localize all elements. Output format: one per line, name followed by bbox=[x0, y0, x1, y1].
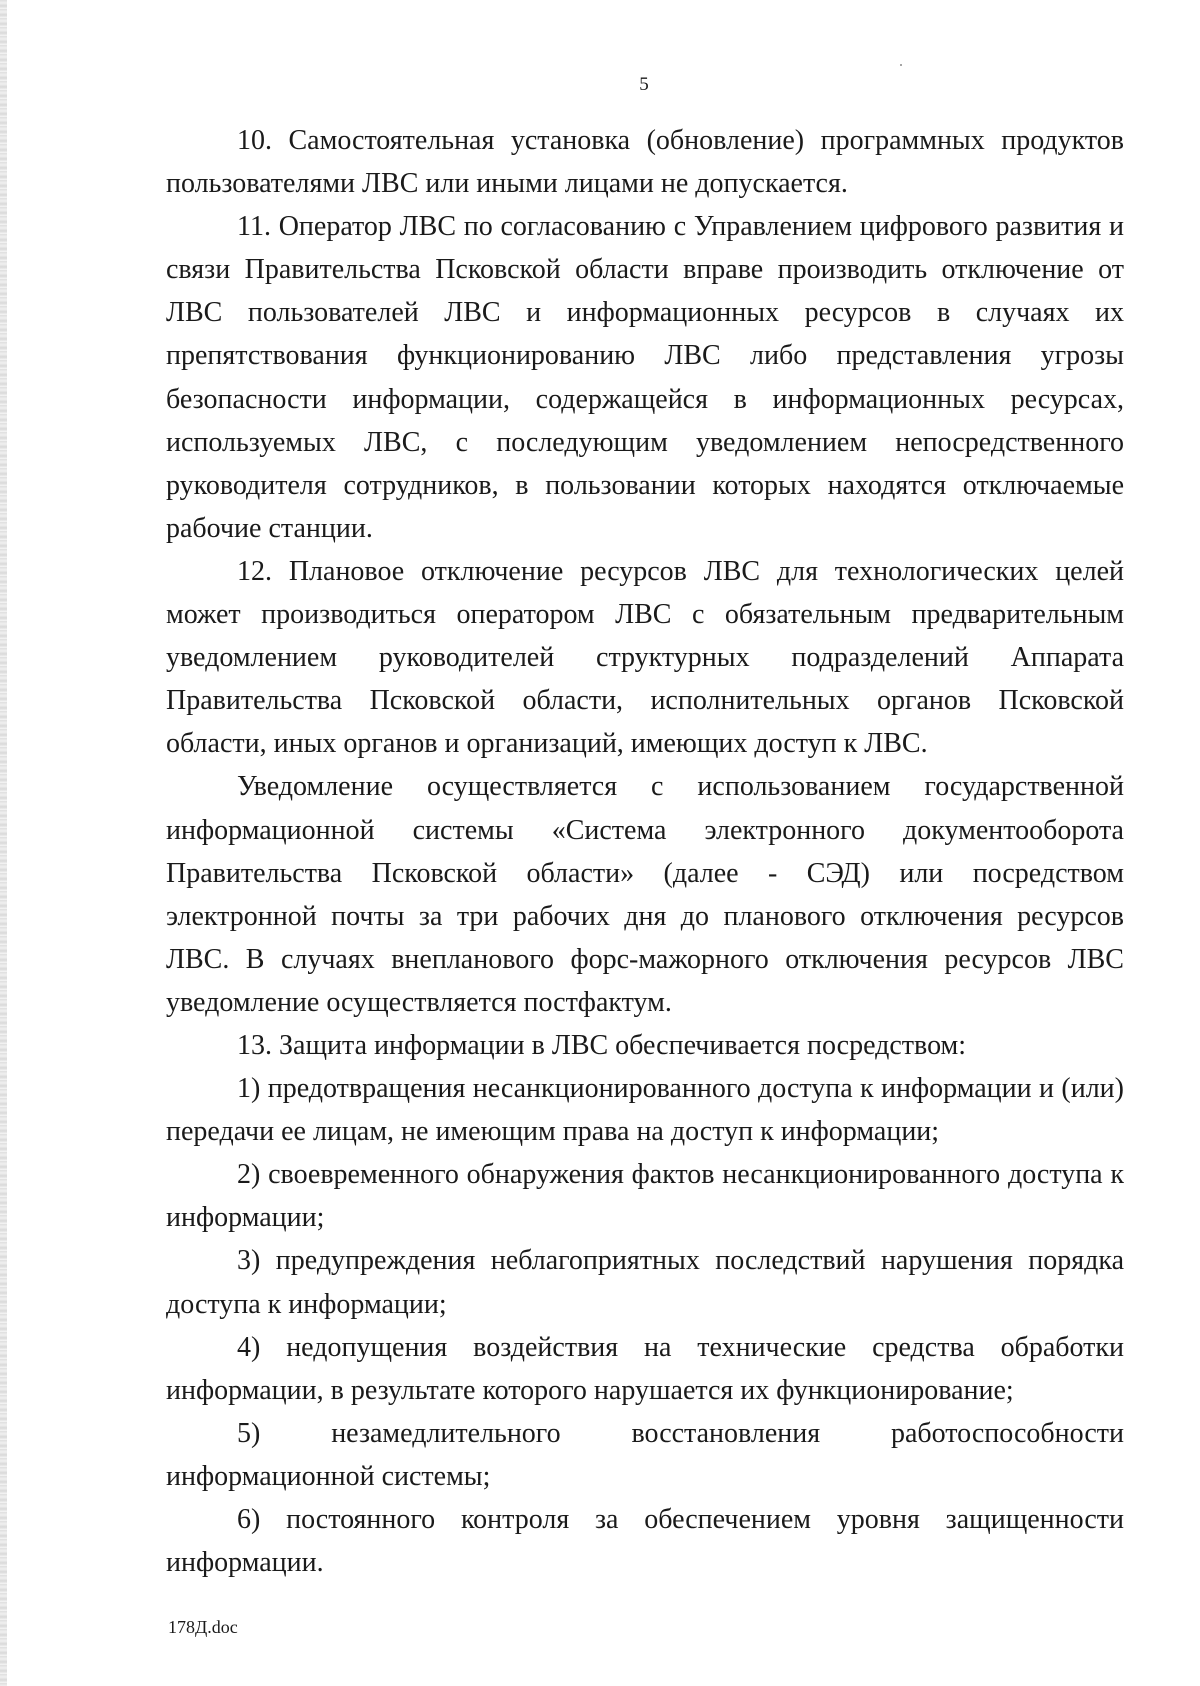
scan-edge bbox=[0, 0, 7, 1686]
list-item-4: 4) недопущения воздействия на технические средства обработки информации, в результате которого нарушается их функционирование; bbox=[166, 1331, 1124, 1406]
paragraph-notification: Уведомление осуществляется с использованием государственной информационной системы «Система электронного документооборота Правительства Псковской области» (далее - СЭД) или посредством электронной почты за три рабочих дня до планового отключения ресурсов ЛВС. В случаях внепланового форс-мажорного отключения ресурсов ЛВС уведомление осуществляется постфактум. bbox=[166, 771, 1124, 1018]
paragraph-11: 11. Оператор ЛВС по согласованию с Управлением цифрового развития и связи Правительства Псковской области вправе производить отключение от ЛВС пользователей ЛВС и информационных ресурсов в случаях их препятствования функционированию ЛВС либо представления угрозы безопасности информации, содержащейся в информационных ресурсах, используемых ЛВС, с последующим уведомлением непосредственного руководителя сотрудников, в пользовании которых находятся отключаемые рабочие станции. bbox=[166, 211, 1124, 544]
list-item-2: 2) своевременного обнаружения фактов несанкционированного доступа к информации; bbox=[166, 1159, 1124, 1234]
list-item-5: 5) незамедлительного восстановления работоспособности информационной системы; bbox=[166, 1417, 1124, 1492]
document-footer: 178Д.doc bbox=[168, 1617, 238, 1637]
list-item-3: 3) предупреждения неблагоприятных последствий нарушения порядка доступа к информации; bbox=[166, 1245, 1124, 1320]
paragraph-10: 10. Самостоятельная установка (обновление) программных продуктов пользователями ЛВС или иными лицами не допускается. bbox=[166, 125, 1124, 200]
list-item-1: 1) предотвращения несанкционированного доступа к информации и (или) передачи ее лицам, не имеющим права на доступ к информации; bbox=[166, 1073, 1124, 1148]
list-item-6: 6) постоянного контроля за обеспечением уровня защищенности информации. bbox=[166, 1504, 1124, 1579]
document-body bbox=[166, 119, 1124, 1584]
scan-speck bbox=[900, 64, 902, 66]
paragraph-12: 12. Плановое отключение ресурсов ЛВС для технологических целей может производиться оператором ЛВС с обязательным предварительным уведомлением руководителей структурных подразделений Аппарата Правительства Псковской области, исполнительных органов Псковской области, иных органов и организаций, имеющих доступ к ЛВС. bbox=[166, 555, 1124, 760]
paragraph-13: 13. Защита информации в ЛВС обеспечивается посредством: bbox=[237, 1029, 967, 1061]
page-number: 5 bbox=[639, 74, 649, 95]
